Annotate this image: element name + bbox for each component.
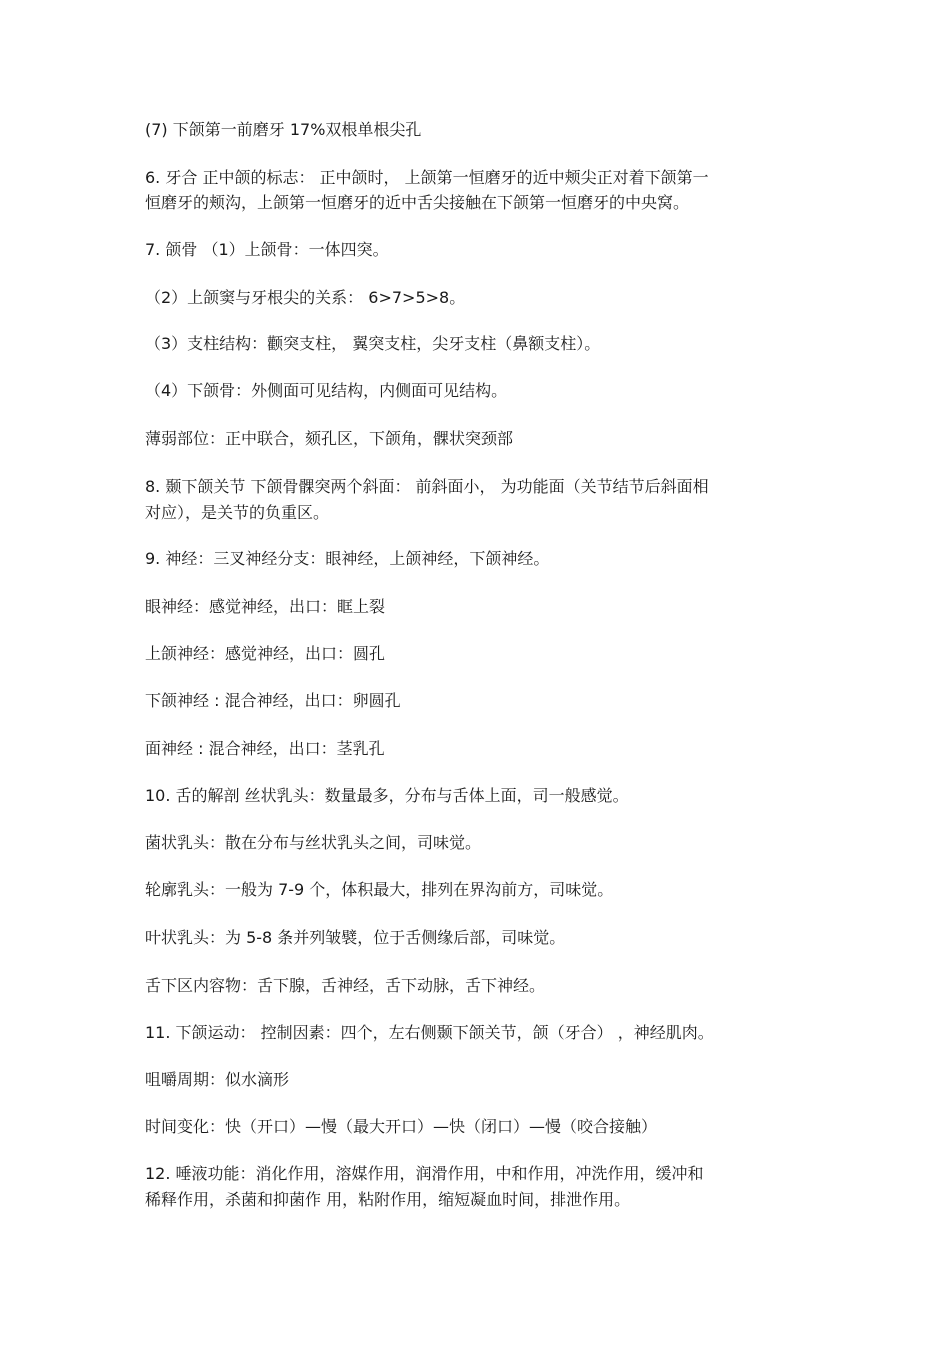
text-line-jaw-heading: 7. 颌骨 （1）上颌骨：一体四突。	[145, 240, 389, 259]
text-line-occlusion-heading: 6. 牙合 正中颌的标志： 正中颌时， 上颌第一恒磨牙的近中颊尖正对着下颌第一	[145, 168, 709, 187]
text-line-occlusion-cont: 恒磨牙的颊沟，上颌第一恒磨牙的近中舌尖接触在下颌第一恒磨牙的中央窝。	[145, 193, 690, 212]
text-line-foliate: 叶状乳头：为 5-8 条并列皱襞，位于舌侧缘后部，司味觉。	[145, 928, 566, 947]
text-line-tmj-heading: 8. 颞下颌关节 下颌骨髁突两个斜面： 前斜面小， 为功能面（关节结节后斜面相	[145, 477, 709, 496]
text-line-tmj-cont: 对应），是关节的负重区。	[145, 503, 330, 522]
text-line-saliva-cont: 稀释作用，杀菌和抑菌作 用，粘附作用，缩短凝血时间，排泄作用。	[145, 1190, 631, 1209]
text-line-facial-nerve: 面神经 : 混合神经，出口：茎乳孔	[145, 739, 385, 758]
text-line-weak-points: 薄弱部位：正中联合，颏孔区，下颌角，髁状突颈部	[145, 429, 514, 448]
text-line-mandibular-movement: 11. 下颌运动： 控制因素：四个，左右侧颞下颌关节，颌（牙合） ，神经肌肉。	[145, 1023, 714, 1042]
text-line-ophthalmic: 眼神经：感觉神经，出口：眶上裂	[145, 597, 386, 616]
text-line-fungiform: 菌状乳头：散在分布与丝状乳头之间，司味觉。	[145, 833, 482, 852]
text-line-circumvallate: 轮廓乳头：一般为 7-9 个，体积最大，排列在界沟前方，司味觉。	[145, 880, 614, 899]
text-line-tongue-heading: 10. 舌的解剖 丝状乳头：数量最多，分布与舌体上面，司一般感觉。	[145, 786, 629, 805]
text-line-saliva-heading: 12. 唾液功能：消化作用，溶媒作用，润滑作用，中和作用，冲洗作用，缓冲和	[145, 1164, 704, 1183]
text-line-nerve-heading: 9. 神经：三叉神经分支：眼神经，上颌神经，下颌神经。	[145, 549, 550, 568]
text-line-maxillary-nerve: 上颌神经：感觉神经，出口：圆孔	[145, 644, 386, 663]
text-line-sublingual: 舌下区内容物：舌下腺，舌神经，舌下动脉，舌下神经。	[145, 976, 546, 995]
text-line-time-change: 时间变化：快（开口）—慢（最大开口）—快（闭口）—慢（咬合接触）	[145, 1117, 658, 1136]
text-line-premolar: (7) 下颌第一前磨牙 17%双根单根尖孔	[145, 120, 422, 139]
text-line-chewing-cycle: 咀嚼周期：似水滴形	[145, 1070, 290, 1089]
text-line-buttress: （3）支柱结构：颧突支柱， 翼突支柱，尖牙支柱（鼻额支柱）。	[145, 334, 601, 353]
text-line-mandibular-nerve: 下颌神经 : 混合神经，出口：卵圆孔	[145, 691, 401, 710]
text-line-mandible: （4）下颌骨：外侧面可见结构，内侧面可见结构。	[145, 381, 508, 400]
text-line-maxillary-sinus: （2）上颌窦与牙根尖的关系： 6>7>5>8。	[145, 288, 466, 307]
